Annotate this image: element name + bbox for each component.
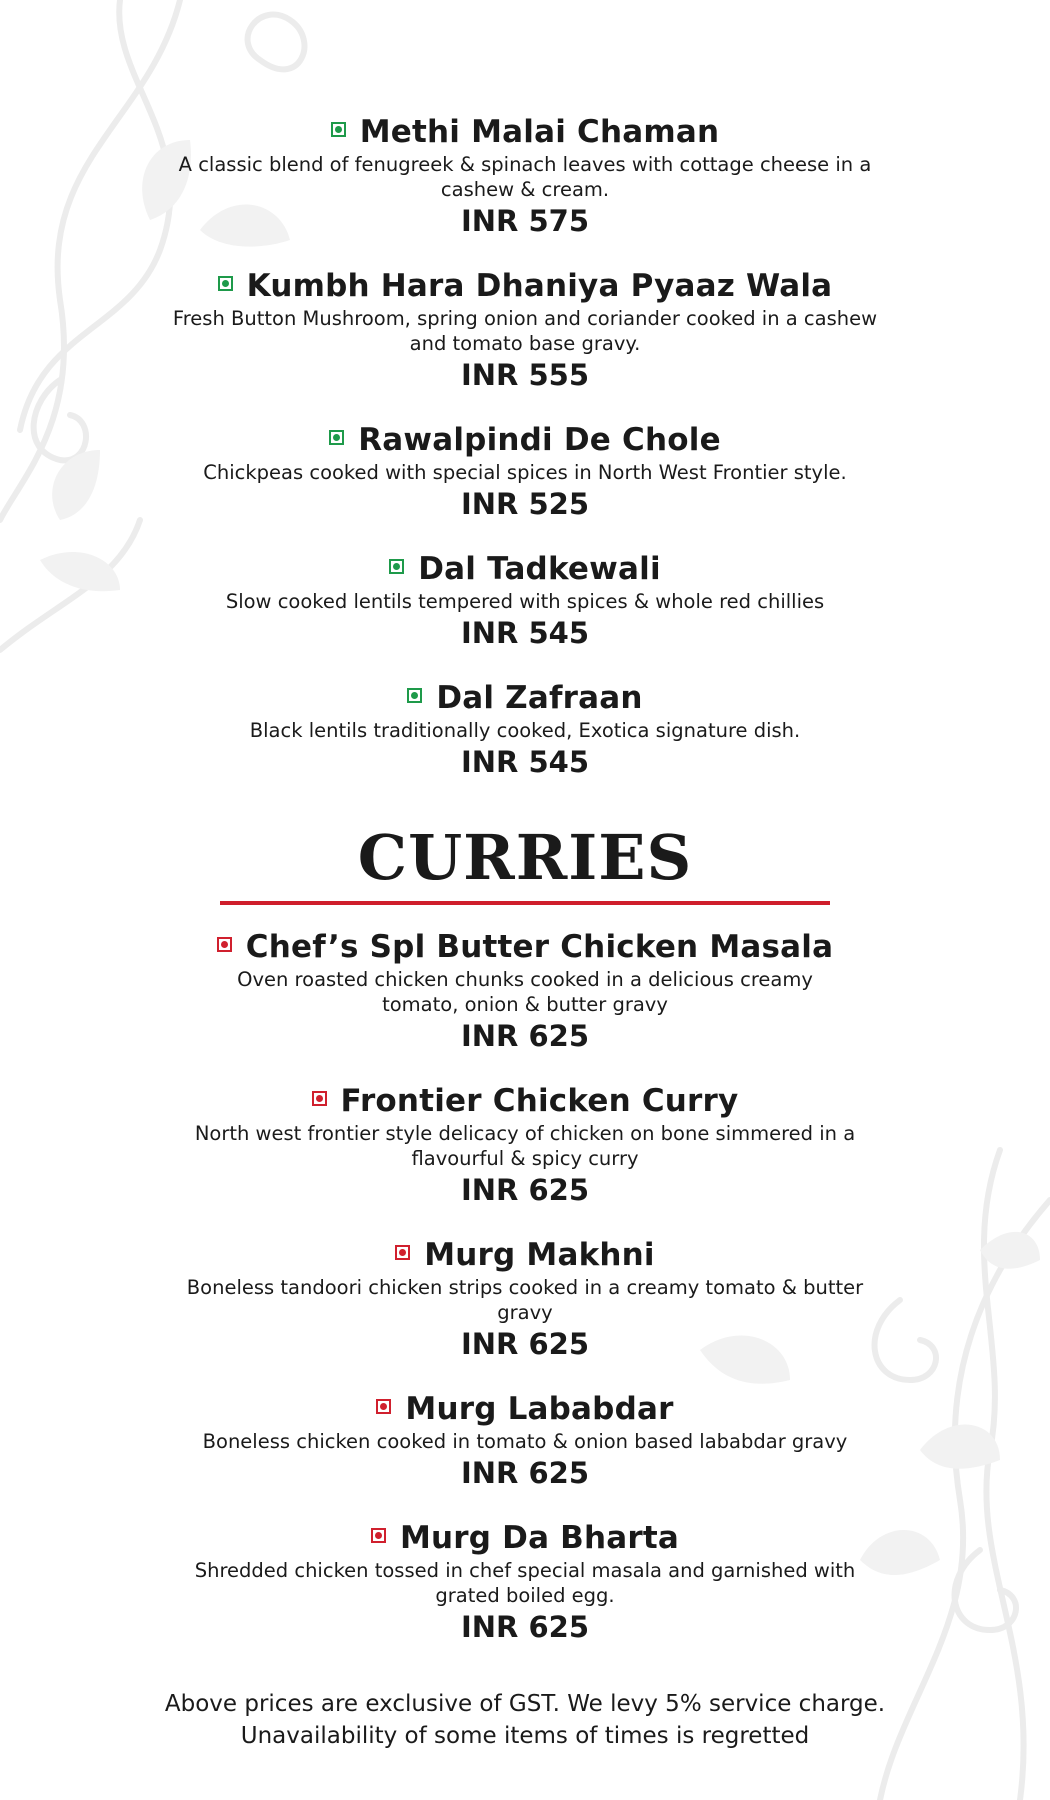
- menu-item-description: tomato, onion & butter gravy: [382, 993, 668, 1016]
- menu-item-description: grated boiled egg.: [435, 1584, 615, 1607]
- menu-item: [125, 1081, 925, 1209]
- menu-item-name: Dal Tadkewali: [418, 551, 661, 587]
- menu-item-price: INR 625: [460, 1019, 590, 1053]
- veg-symbol-icon: [331, 122, 346, 137]
- menu-item-header: [125, 1081, 925, 1121]
- nonveg-symbol-icon: [312, 1091, 327, 1106]
- footer-line-availability: Unavailability of some items of times is regretted: [240, 1723, 810, 1749]
- menu-item-price: INR 625: [460, 1173, 590, 1207]
- menu-item-description: Boneless tandoori chicken strips cooked in a creamy tomato & butter: [186, 1276, 864, 1299]
- menu-item-header: [125, 678, 925, 718]
- menu-item-description: Shredded chicken tossed in chef special masala and garnished with: [194, 1559, 856, 1582]
- menu-item-name: Dal Zafraan: [436, 680, 643, 716]
- menu-item-header: [125, 266, 925, 306]
- menu-item-description: A classic blend of fenugreek & spinach leaves with cottage cheese in a: [178, 153, 872, 176]
- menu-item-price: INR 625: [460, 1327, 590, 1361]
- menu-item-price: INR 575: [460, 204, 590, 238]
- menu-item-price: INR 545: [460, 616, 590, 650]
- menu-item-description: Boneless chicken cooked in tomato & onion based lababdar gravy: [202, 1430, 848, 1453]
- veg-symbol-icon: [407, 688, 422, 703]
- menu-item-description: North west frontier style delicacy of chicken on bone simmered in a: [194, 1122, 856, 1145]
- menu-item-description: cashew & cream.: [440, 178, 610, 201]
- nonveg-symbol-icon: [376, 1399, 391, 1414]
- menu-item: [125, 1389, 925, 1492]
- menu-item-header: [125, 112, 925, 152]
- menu-item-price: INR 555: [460, 358, 590, 392]
- section-title: CURRIES: [357, 821, 693, 894]
- menu-item: [125, 1518, 925, 1646]
- menu-item: [125, 112, 925, 240]
- menu-item-header: [125, 549, 925, 589]
- menu-item-name: Kumbh Hara Dhaniya Pyaaz Wala: [246, 268, 833, 304]
- menu-footer-note: [0, 1688, 1050, 1752]
- menu-item-name: Murg Lababdar: [405, 1391, 674, 1427]
- menu-item-description: Oven roasted chicken chunks cooked in a delicious creamy: [237, 968, 813, 991]
- menu-item: [125, 678, 925, 781]
- menu-item-description: flavourful & spicy curry: [411, 1147, 639, 1170]
- menu-item-description: Black lentils traditionally cooked, Exotica signature dish.: [249, 719, 801, 742]
- curry-items-list: [0, 927, 1050, 1646]
- menu-item-name: Murg Da Bharta: [399, 1520, 680, 1556]
- menu-item: [125, 420, 925, 523]
- menu-item: [125, 1235, 925, 1363]
- section-divider: [220, 901, 830, 905]
- menu-item: [125, 549, 925, 652]
- menu-item-header: [125, 1518, 925, 1558]
- veg-symbol-icon: [218, 276, 233, 291]
- menu-item: [125, 266, 925, 394]
- menu-item-description: and tomato base gravy.: [409, 332, 641, 355]
- menu-item-price: INR 625: [460, 1610, 590, 1644]
- footer-line-gst: Above prices are exclusive of GST. We levy 5% service charge.: [164, 1691, 886, 1717]
- menu-item-header: [125, 1389, 925, 1429]
- veg-symbol-icon: [329, 430, 344, 445]
- menu-item-price: INR 525: [460, 487, 590, 521]
- nonveg-symbol-icon: [371, 1528, 386, 1543]
- menu-item-name: Chef’s Spl Butter Chicken Masala: [245, 929, 834, 965]
- menu-item-header: [125, 1235, 925, 1275]
- menu-item-name: Methi Malai Chaman: [359, 114, 720, 150]
- menu-item-name: Frontier Chicken Curry: [340, 1083, 739, 1119]
- menu-item: [125, 927, 925, 1055]
- veg-symbol-icon: [389, 559, 404, 574]
- veg-items-list: [0, 112, 1050, 781]
- menu-item-price: INR 545: [460, 745, 590, 779]
- menu-item-header: [125, 420, 925, 460]
- menu-item-description: Fresh Button Mushroom, spring onion and coriander cooked in a cashew: [172, 307, 878, 330]
- menu-item-description: gravy: [497, 1301, 553, 1324]
- curries-section-heading: [220, 821, 830, 905]
- menu-item-description: Slow cooked lentils tempered with spices & whole red chillies: [225, 590, 825, 613]
- menu-item-name: Murg Makhni: [424, 1237, 655, 1273]
- menu-item-name: Rawalpindi De Chole: [358, 422, 721, 458]
- menu-item-price: INR 625: [460, 1456, 590, 1490]
- menu-item-header: [125, 927, 925, 967]
- nonveg-symbol-icon: [217, 937, 232, 952]
- nonveg-symbol-icon: [395, 1245, 410, 1260]
- menu-item-description: Chickpeas cooked with special spices in North West Frontier style.: [203, 461, 847, 484]
